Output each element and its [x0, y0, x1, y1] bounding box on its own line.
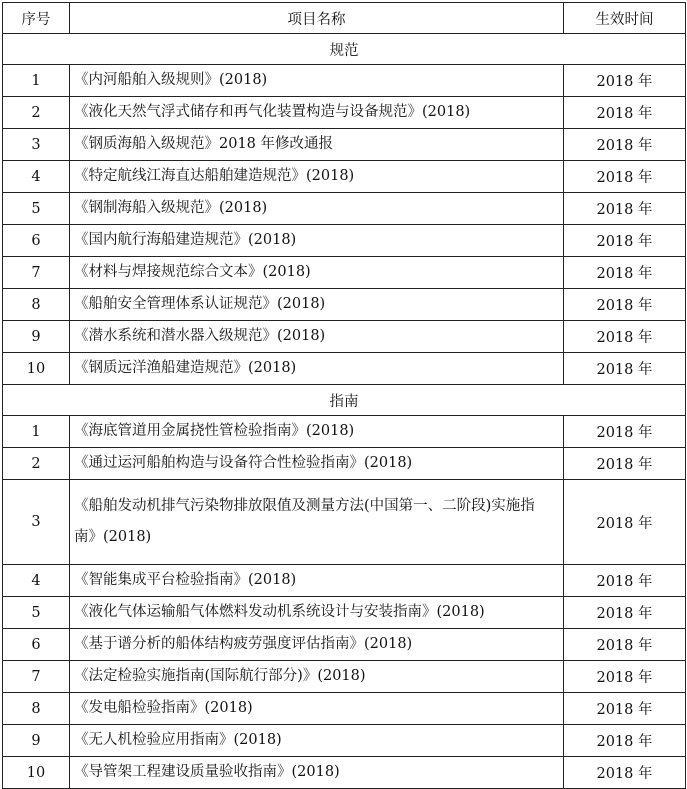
row-number: 5 — [3, 193, 70, 225]
table-row — [3, 289, 686, 321]
table-row — [3, 757, 686, 789]
row-effective-date: 2018 年 — [564, 129, 686, 161]
row-number: 3 — [3, 129, 70, 161]
row-number: 8 — [3, 693, 70, 725]
header-row — [3, 3, 686, 34]
standards-table — [2, 2, 686, 789]
row-number: 6 — [3, 225, 70, 257]
table-row — [3, 225, 686, 257]
table-row — [3, 448, 686, 480]
table-row — [3, 480, 686, 565]
row-project-name: 《内河船舶入级规则》(2018) — [70, 65, 564, 97]
row-project-name: 《材料与焊接规范综合文本》(2018) — [70, 257, 564, 289]
row-effective-date: 2018 年 — [564, 353, 686, 385]
row-effective-date: 2018 年 — [564, 416, 686, 448]
row-project-name: 《发电船检验指南》(2018) — [70, 693, 564, 725]
row-number: 8 — [3, 289, 70, 321]
row-project-name: 《钢制海船入级规范》(2018) — [70, 193, 564, 225]
table-row — [3, 161, 686, 193]
row-number: 3 — [3, 480, 70, 565]
row-effective-date: 2018 年 — [564, 225, 686, 257]
row-effective-date: 2018 年 — [564, 161, 686, 193]
row-project-name: 《液化气体运输船气体燃料发动机系统设计与安装指南》(2018) — [70, 597, 564, 629]
row-number: 2 — [3, 97, 70, 129]
row-project-name: 《国内航行海船建造规范》(2018) — [70, 225, 564, 257]
row-project-name: 《特定航线江海直达船舶建造规范》(2018) — [70, 161, 564, 193]
row-project-name: 《钢质海船入级规范》2018 年修改通报 — [70, 129, 564, 161]
header-number: 序号 — [3, 3, 70, 34]
row-project-name: 《钢质远洋渔船建造规范》(2018) — [70, 353, 564, 385]
row-effective-date: 2018 年 — [564, 65, 686, 97]
row-number: 10 — [3, 353, 70, 385]
row-effective-date: 2018 年 — [564, 693, 686, 725]
table-row — [3, 65, 686, 97]
row-number: 2 — [3, 448, 70, 480]
table-row — [3, 565, 686, 597]
row-number: 9 — [3, 725, 70, 757]
row-project-name: 《液化天然气浮式储存和再气化装置构造与设备规范》(2018) — [70, 97, 564, 129]
row-project-name: 《船舶安全管理体系认证规范》(2018) — [70, 289, 564, 321]
row-project-name: 《智能集成平台检验指南》(2018) — [70, 565, 564, 597]
table-row — [3, 725, 686, 757]
row-effective-date: 2018 年 — [564, 97, 686, 129]
header-project-name: 项目名称 — [70, 3, 564, 34]
section-header-row — [3, 34, 686, 65]
row-number: 4 — [3, 161, 70, 193]
row-effective-date: 2018 年 — [564, 629, 686, 661]
row-project-name: 《法定检验实施指南(国际航行部分)》(2018) — [70, 661, 564, 693]
row-number: 1 — [3, 65, 70, 97]
row-number: 5 — [3, 597, 70, 629]
row-number: 7 — [3, 661, 70, 693]
row-effective-date: 2018 年 — [564, 565, 686, 597]
table-body — [3, 34, 686, 789]
row-project-name: 《通过运河船舶构造与设备符合性检验指南》(2018) — [70, 448, 564, 480]
row-effective-date: 2018 年 — [564, 597, 686, 629]
row-effective-date: 2018 年 — [564, 661, 686, 693]
table-row — [3, 257, 686, 289]
row-project-name: 《潜水系统和潜水器入级规范》(2018) — [70, 321, 564, 353]
table-row — [3, 353, 686, 385]
row-effective-date: 2018 年 — [564, 757, 686, 789]
section-header-row — [3, 385, 686, 416]
row-effective-date: 2018 年 — [564, 193, 686, 225]
table-row — [3, 661, 686, 693]
section-title: 规范 — [3, 34, 686, 65]
section-title: 指南 — [3, 385, 686, 416]
row-number: 10 — [3, 757, 70, 789]
row-project-name: 《船舶发动机排气污染物排放限值及测量方法(中国第一、二阶段)实施指南》(2018) — [70, 480, 564, 565]
row-number: 9 — [3, 321, 70, 353]
table-row — [3, 416, 686, 448]
row-number: 6 — [3, 629, 70, 661]
row-number: 4 — [3, 565, 70, 597]
row-number: 7 — [3, 257, 70, 289]
row-effective-date: 2018 年 — [564, 321, 686, 353]
row-effective-date: 2018 年 — [564, 725, 686, 757]
row-effective-date: 2018 年 — [564, 448, 686, 480]
row-project-name: 《无人机检验应用指南》(2018) — [70, 725, 564, 757]
table-row — [3, 693, 686, 725]
row-project-name: 《海底管道用金属挠性管检验指南》(2018) — [70, 416, 564, 448]
row-project-name: 《基于谱分析的船体结构疲劳强度评估指南》(2018) — [70, 629, 564, 661]
row-project-name: 《导管架工程建设质量验收指南》(2018) — [70, 757, 564, 789]
table-row — [3, 129, 686, 161]
table-row — [3, 97, 686, 129]
table-row — [3, 629, 686, 661]
row-effective-date: 2018 年 — [564, 289, 686, 321]
table-row — [3, 321, 686, 353]
table-row — [3, 597, 686, 629]
row-effective-date: 2018 年 — [564, 257, 686, 289]
header-effective-date: 生效时间 — [564, 3, 686, 34]
row-number: 1 — [3, 416, 70, 448]
table-row — [3, 193, 686, 225]
row-effective-date: 2018 年 — [564, 480, 686, 565]
